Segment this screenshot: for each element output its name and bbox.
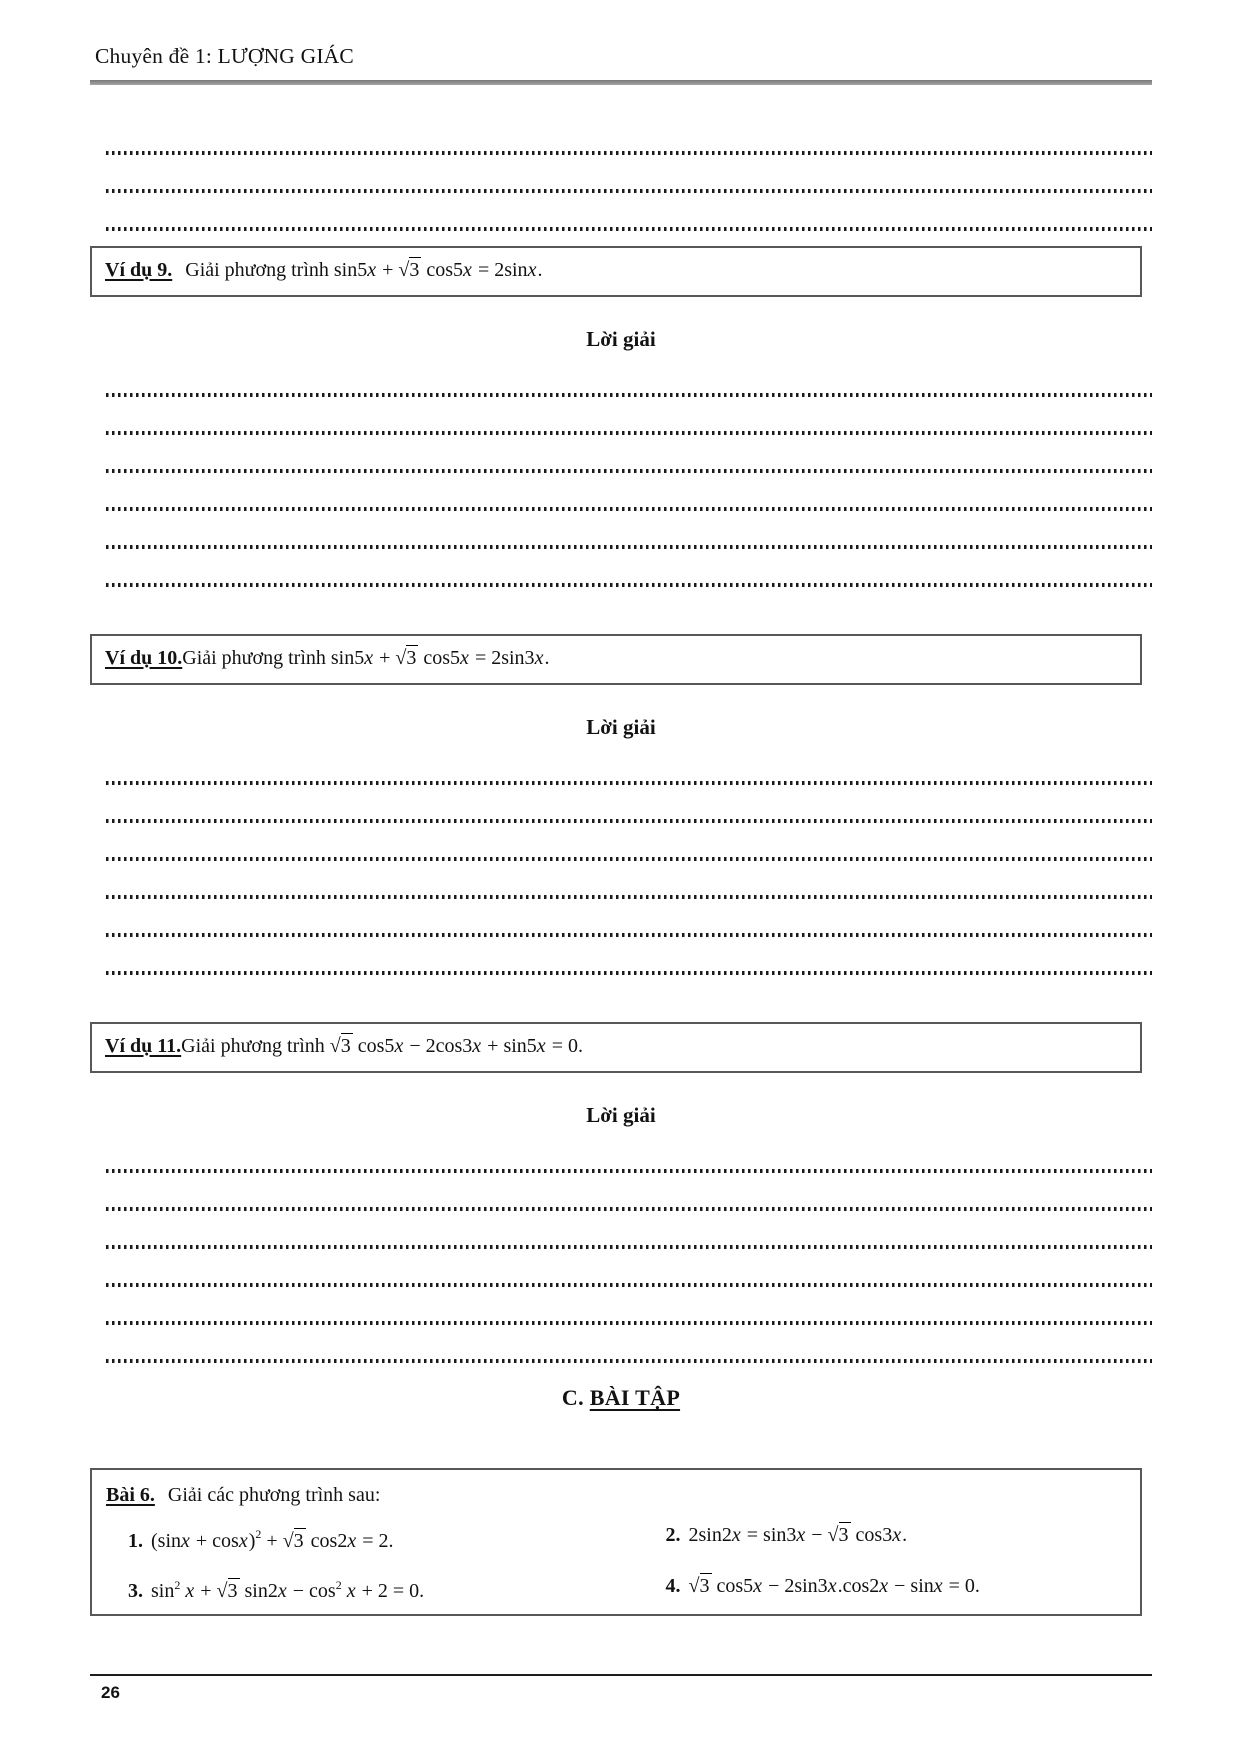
item-number: 2. xyxy=(665,1524,681,1546)
example-10-section xyxy=(90,634,1152,975)
example-9-box xyxy=(90,246,1142,297)
exercise-title xyxy=(92,1482,1140,1508)
sqrt-radical: √3 xyxy=(329,1035,351,1057)
answer-line xyxy=(106,823,1152,861)
example-prompt: Giải phương trình xyxy=(185,259,329,281)
example-11-box xyxy=(90,1022,1142,1073)
exercise-items xyxy=(92,1520,1140,1606)
example-11-section xyxy=(90,1022,1152,1363)
answer-line xyxy=(106,435,1152,473)
answer-line xyxy=(106,899,1152,937)
answer-line xyxy=(106,1325,1152,1363)
example-label: Ví dụ 11. xyxy=(105,1035,182,1057)
item-number: 1. xyxy=(128,1529,143,1552)
exercise-item-2 xyxy=(606,1520,1140,1556)
sqrt-radical: √3 xyxy=(216,1580,238,1603)
exercise-item-1 xyxy=(92,1520,606,1556)
answer-line xyxy=(106,155,1152,193)
sqrt-radical: √3 xyxy=(282,1529,304,1552)
answer-lines xyxy=(90,747,1152,975)
item-formula: $(\sin x + \cos x)^2 + √3$ cos2x = 2. xyxy=(151,1527,394,1552)
exercise-prompt: Giải các phương trình sau: xyxy=(167,1484,381,1506)
example-formula: sin5x + √3 cos5x = 2sinx. xyxy=(333,259,543,281)
page-footer xyxy=(90,1674,1152,1703)
item-number: 4. xyxy=(665,1574,681,1597)
answer-line xyxy=(106,785,1152,823)
sqrt-radical: √3 xyxy=(827,1524,849,1546)
item-formula: 2sin2x = sin3x − √3 cos3x. xyxy=(688,1524,908,1546)
chapter-title: Chuyên đề 1: LƯỢNG GIÁC xyxy=(95,44,354,68)
answer-line xyxy=(106,511,1152,549)
section-prefix: C. xyxy=(561,1385,584,1410)
answer-line xyxy=(106,1173,1152,1211)
answer-line xyxy=(106,473,1152,511)
page-header xyxy=(90,44,1152,85)
solution-heading: Lời giải xyxy=(586,327,656,351)
example-10-box xyxy=(90,634,1142,685)
answer-line xyxy=(106,117,1152,155)
section-title: BÀI TẬP xyxy=(589,1385,681,1410)
answer-line xyxy=(106,1249,1152,1287)
answer-line xyxy=(106,193,1152,231)
header-rule xyxy=(90,80,1152,85)
footer-rule xyxy=(90,1674,1152,1676)
exercise-item-4 xyxy=(606,1571,1140,1607)
sqrt-radical: √3 xyxy=(688,1574,710,1597)
answer-line xyxy=(106,747,1152,785)
example-prompt: Giải phương trình xyxy=(182,647,326,669)
answer-line xyxy=(106,359,1152,397)
exercise-label: Bài 6. xyxy=(106,1484,155,1506)
item-formula: $\sin^2 x + √3$ $\sin 2x - \cos^2 x + 2 = 0$. xyxy=(151,1577,425,1603)
solution-heading: Lời giải xyxy=(586,715,656,739)
section-heading xyxy=(90,1383,1152,1413)
answer-lines-top xyxy=(90,117,1152,231)
exercise-box xyxy=(90,1468,1142,1616)
answer-line xyxy=(106,1135,1152,1173)
example-label: Ví dụ 9. xyxy=(105,259,173,281)
example-prompt: Giải phương trình xyxy=(181,1035,325,1057)
answer-line xyxy=(106,1211,1152,1249)
answer-line xyxy=(106,1287,1152,1325)
example-label: Ví dụ 10. xyxy=(105,647,183,669)
example-formula: √3 cos5x − 2cos3x + sin5x = 0. xyxy=(329,1035,583,1057)
item-number: 3. xyxy=(128,1580,143,1603)
page-number: 26 xyxy=(101,1683,120,1703)
item-formula: √3 cos5x − 2sin3x.cos2x − sinx = 0. xyxy=(688,1574,980,1597)
exercise-item-3 xyxy=(92,1571,606,1607)
answer-line xyxy=(106,549,1152,587)
example-9-section xyxy=(90,246,1152,587)
answer-line xyxy=(106,937,1152,975)
answer-lines xyxy=(90,1135,1152,1363)
example-formula: sin5x + √3 cos5x = 2sin3x. xyxy=(330,647,550,669)
answer-line xyxy=(106,861,1152,899)
answer-line xyxy=(106,397,1152,435)
sqrt-radical: √3 xyxy=(398,259,420,281)
solution-heading: Lời giải xyxy=(586,1103,656,1127)
sqrt-radical: √3 xyxy=(395,647,417,669)
answer-lines xyxy=(90,359,1152,587)
